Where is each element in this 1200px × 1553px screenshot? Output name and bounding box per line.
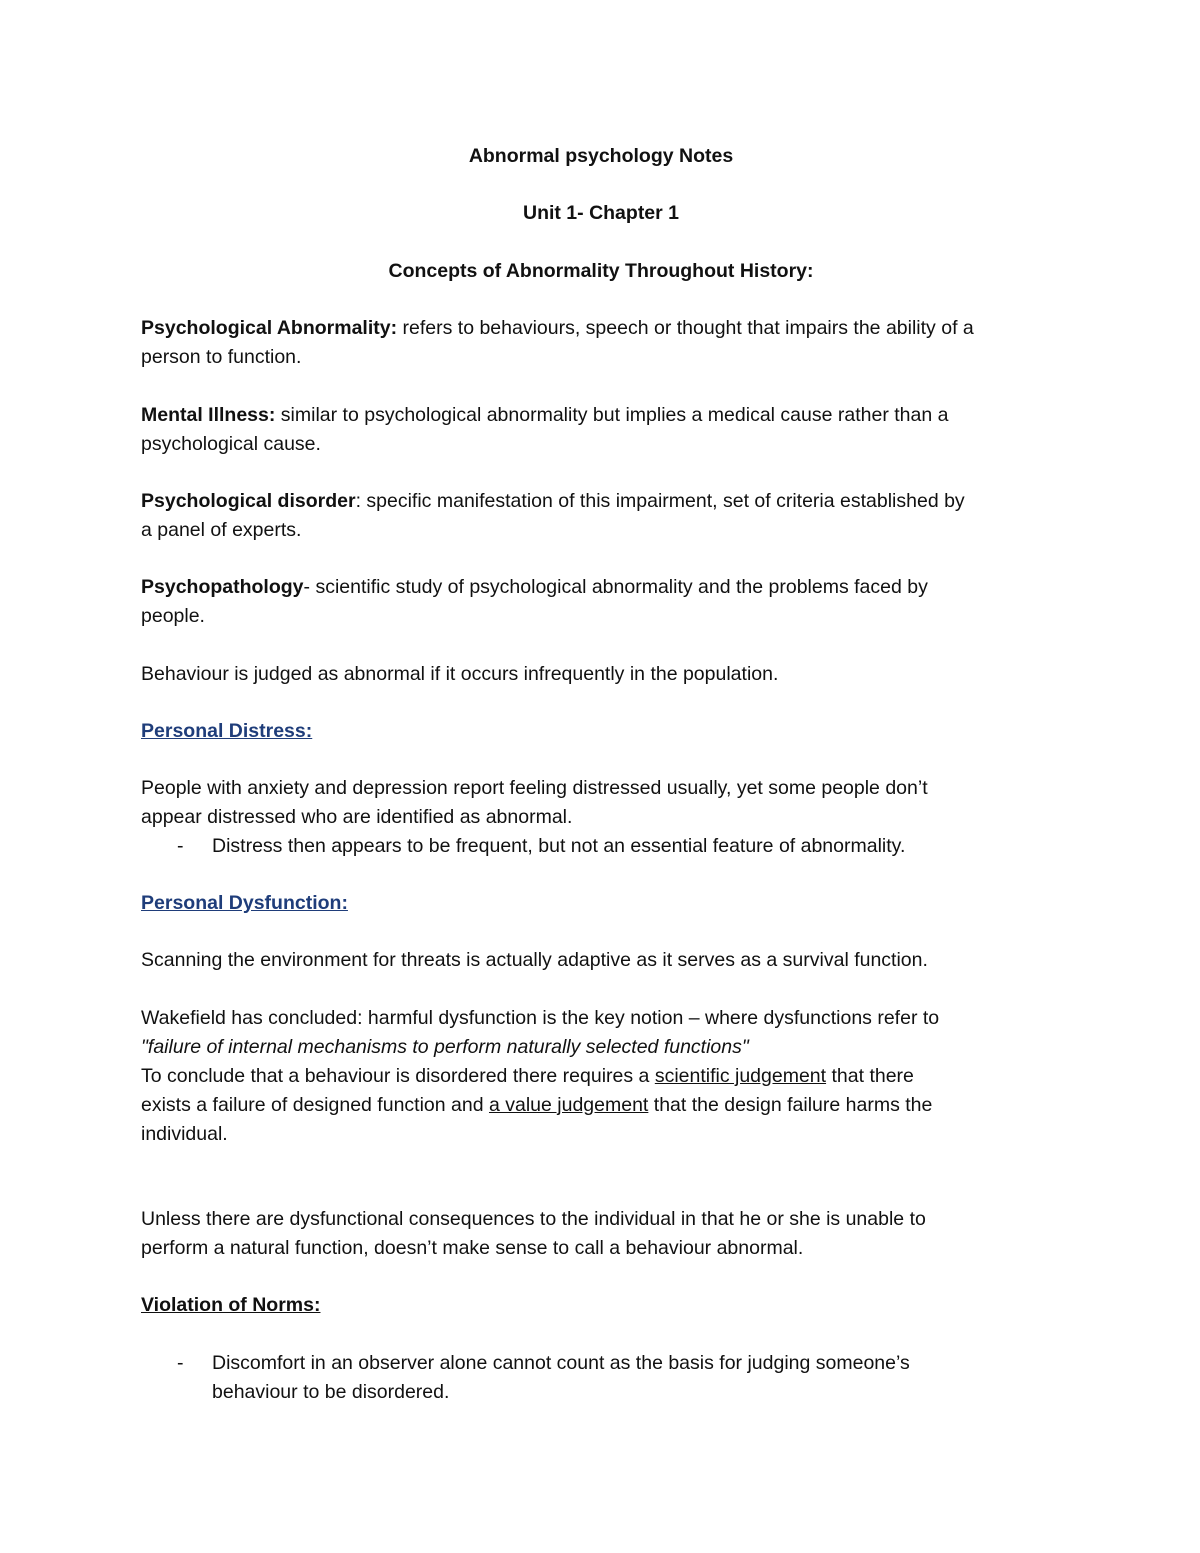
definition-mental-illness: [141, 401, 948, 430]
definition-text: - scientific study of psychological abnormality and the problems faced by: [303, 576, 928, 598]
conclude-text: exists a failure of designed function and: [141, 1094, 489, 1116]
distress-paragraph: People with anxiety and depression report feeling distressed usually, yet some people don’t: [141, 777, 928, 799]
conclude-line-1: [141, 1062, 914, 1091]
conclude-text: To conclude that a behaviour is disordered there requires a: [141, 1065, 655, 1087]
definition-psychopathology: [141, 573, 928, 602]
definition-text-continued: psychological cause.: [141, 433, 321, 455]
document-title: Abnormal psychology Notes: [468, 145, 734, 167]
definition-text: : specific manifestation of this impairment, set of criteria established by: [355, 490, 965, 512]
term-mental-illness: Mental Illness:: [141, 404, 276, 426]
definition-text-continued: person to function.: [141, 346, 302, 368]
definition-text-continued: a panel of experts.: [141, 519, 302, 541]
distress-paragraph-continued: appear distressed who are identified as abnormal.: [141, 806, 573, 828]
term-psych-disorder: Psychological disorder: [141, 490, 356, 512]
conclude-text: that the design failure harms the: [648, 1094, 933, 1116]
norms-bullet-continued: behaviour to be disordered.: [212, 1381, 450, 1403]
heading-personal-dysfunction: Personal Dysfunction:: [141, 892, 348, 914]
bullet-dash: -: [177, 835, 184, 857]
term-psych-abnormality: Psychological Abnormality:: [141, 317, 398, 339]
bullet-dash: -: [177, 1352, 184, 1374]
wakefield-paragraph: Wakefield has concluded: harmful dysfunction is the key notion – where dysfunctions refer to: [141, 1007, 940, 1029]
unit-heading: Unit 1- Chapter 1: [522, 202, 680, 224]
norms-bullet: Discomfort in an observer alone cannot count as the basis for judging someone’s: [212, 1352, 910, 1374]
term-psychopathology: Psychopathology: [141, 576, 304, 598]
scanning-paragraph: Scanning the environment for threats is actually adaptive as it serves as a survival function.: [141, 949, 928, 971]
section-heading: Concepts of Abnormality Throughout History:: [388, 260, 814, 282]
conclude-line-2: [141, 1091, 932, 1120]
definition-text-continued: people.: [141, 605, 205, 627]
conclude-line-3: individual.: [141, 1123, 228, 1145]
heading-violation-of-norms: Violation of Norms:: [141, 1294, 321, 1316]
unless-paragraph-continued: perform a natural function, doesn’t make sense to call a behaviour abnormal.: [141, 1237, 804, 1259]
document-page: [141, 0, 1061, 1553]
value-judgement-term: a value judgement: [488, 1094, 649, 1116]
infrequency-paragraph: Behaviour is judged as abnormal if it occurs infrequently in the population.: [141, 663, 779, 685]
wakefield-quote: "failure of internal mechanisms to perform naturally selected functions": [141, 1036, 749, 1058]
definition-psych-abnormality: [141, 314, 974, 343]
heading-personal-distress: Personal Distress:: [141, 720, 313, 742]
unless-paragraph: Unless there are dysfunctional consequences to the individual in that he or she is unable to: [141, 1208, 926, 1230]
distress-bullet: Distress then appears to be frequent, but not an essential feature of abnormality.: [212, 835, 906, 857]
scientific-judgement-term: scientific judgement: [654, 1065, 827, 1087]
definition-psych-disorder: [141, 487, 965, 516]
definition-text: refers to behaviours, speech or thought that impairs the ability of a: [397, 317, 974, 339]
conclude-text: that there: [826, 1065, 914, 1087]
definition-text: similar to psychological abnormality but implies a medical cause rather than a: [275, 404, 949, 426]
